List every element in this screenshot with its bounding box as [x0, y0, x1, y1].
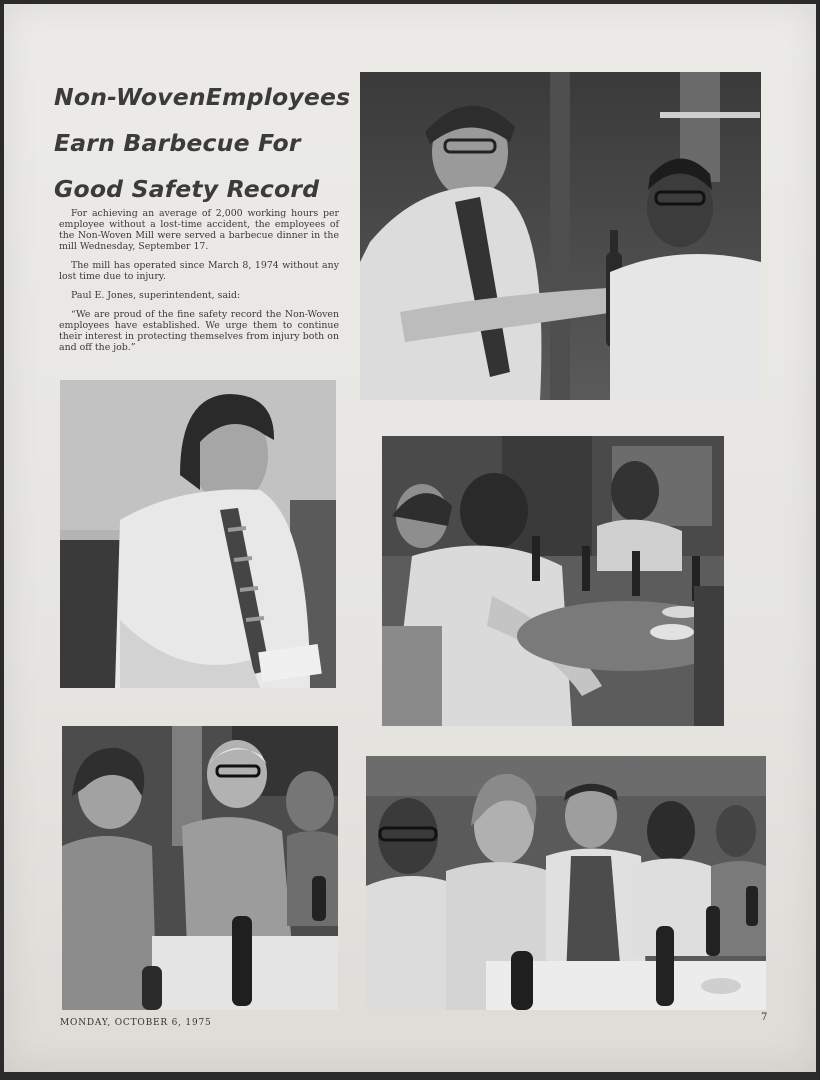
page-number: 7 — [761, 1012, 768, 1023]
article-paragraph: “We are proud of the fine safety record the Non-Woven employees have established. We urge them to continue their interest in protecting themselves from injury both on and off the job.” — [59, 309, 339, 353]
photo-two-men-handing-soda-bottle — [360, 72, 761, 400]
newspaper-page — [4, 4, 816, 1072]
article-paragraph: For achieving an average of 2,000 working hours per employee without a lost-time accident, the employees of the Non-Woven Mill were served a barbecue dinner in the mill Wednesday, September 17. — [59, 208, 339, 252]
article-headline — [54, 74, 354, 212]
article-paragraph: The mill has operated since March 8, 1974 without any lost time due to injury. — [59, 260, 339, 282]
photo-row-of-employees-dining — [366, 756, 766, 1010]
headline-line: Non-WovenEmployees — [54, 83, 351, 111]
headline-line: Earn Barbecue For — [54, 129, 301, 157]
photo-workers-at-dinner-table — [382, 436, 724, 726]
photo-smiling-man-with-tie — [60, 380, 336, 688]
article-paragraph: Paul E. Jones, superintendent, said: — [71, 290, 241, 301]
headline-line: Good Safety Record — [54, 175, 320, 203]
article-body — [59, 208, 339, 361]
issue-date: MONDAY, OCTOBER 6, 1975 — [60, 1018, 212, 1028]
photo-three-men-at-table — [62, 726, 338, 1010]
